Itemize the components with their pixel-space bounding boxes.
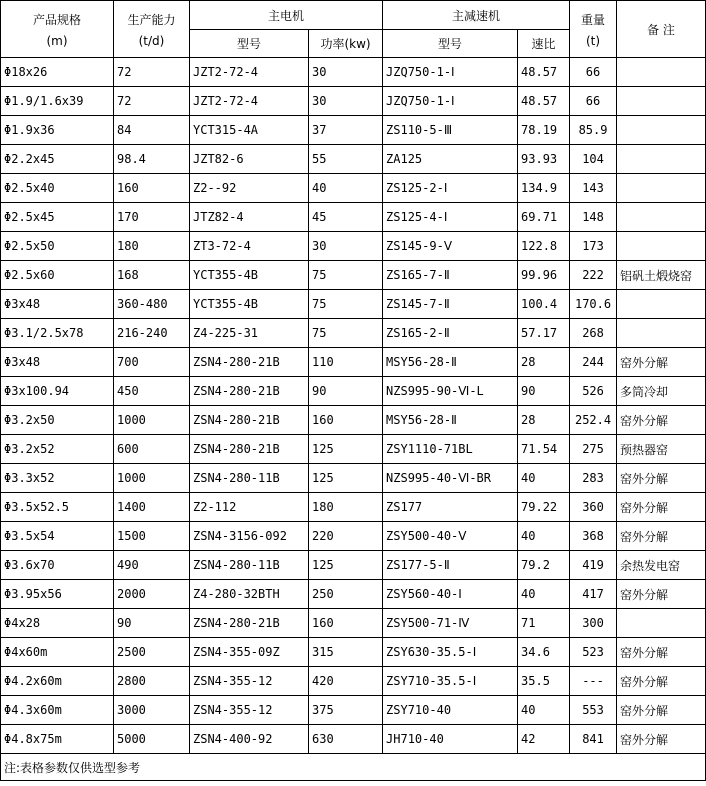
cell-motor-power: 160 (309, 609, 383, 638)
cell-motor-model: Z4-280-32BTH (190, 580, 309, 609)
cell-reducer-model: ZS125-4-Ⅰ (383, 203, 518, 232)
cell-remark: 窑外分解 (617, 638, 706, 667)
cell-spec: Φ2.5x40 (1, 174, 114, 203)
cell-reducer-model: ZA125 (383, 145, 518, 174)
cell-weight: 66 (570, 87, 617, 116)
cell-reducer-ratio: 71.54 (518, 435, 570, 464)
cell-weight: 85.9 (570, 116, 617, 145)
cell-spec: Φ3.6x70 (1, 551, 114, 580)
cell-capacity: 2500 (114, 638, 190, 667)
cell-motor-power: 125 (309, 464, 383, 493)
header-spec-line2: (m) (46, 33, 68, 48)
cell-reducer-model: ZS145-9-Ⅴ (383, 232, 518, 261)
cell-remark: 窑外分解 (617, 522, 706, 551)
cell-reducer-ratio: 99.96 (518, 261, 570, 290)
cell-reducer-model: ZSY500-40-Ⅴ (383, 522, 518, 551)
cell-weight: 368 (570, 522, 617, 551)
cell-weight: 104 (570, 145, 617, 174)
cell-motor-power: 30 (309, 58, 383, 87)
table-row (1, 290, 706, 319)
cell-remark: 窑外分解 (617, 406, 706, 435)
cell-motor-power: 630 (309, 725, 383, 754)
cell-reducer-ratio: 28 (518, 406, 570, 435)
cell-motor-model: Z2-112 (190, 493, 309, 522)
cell-capacity: 1000 (114, 406, 190, 435)
cell-motor-model: ZSN4-280-11B (190, 551, 309, 580)
cell-remark (617, 609, 706, 638)
cell-remark: 铝矾土煅烧窑 (617, 261, 706, 290)
header-capacity (114, 1, 190, 58)
cell-capacity: 360-480 (114, 290, 190, 319)
header-capacity-line2: (t/d) (138, 33, 165, 48)
cell-motor-model: Z2--92 (190, 174, 309, 203)
cell-spec: Φ2.5x60 (1, 261, 114, 290)
cell-spec: Φ3.3x52 (1, 464, 114, 493)
cell-remark (617, 87, 706, 116)
cell-capacity: 1400 (114, 493, 190, 522)
table-row (1, 319, 706, 348)
cell-reducer-ratio: 69.71 (518, 203, 570, 232)
cell-spec: Φ3x48 (1, 290, 114, 319)
cell-remark (617, 58, 706, 87)
cell-reducer-model: ZSY710-35.5-Ⅰ (383, 667, 518, 696)
cell-capacity: 1500 (114, 522, 190, 551)
table-row (1, 580, 706, 609)
cell-capacity: 90 (114, 609, 190, 638)
cell-motor-model: ZSN4-355-12 (190, 696, 309, 725)
cell-capacity: 2800 (114, 667, 190, 696)
cell-motor-model: ZSN4-400-92 (190, 725, 309, 754)
cell-motor-model: ZSN4-355-12 (190, 667, 309, 696)
header-remarks: 备 注 (617, 1, 706, 58)
cell-capacity: 216-240 (114, 319, 190, 348)
cell-remark (617, 319, 706, 348)
cell-spec: Φ2.5x50 (1, 232, 114, 261)
cell-reducer-ratio: 40 (518, 696, 570, 725)
table-row (1, 493, 706, 522)
cell-reducer-model: NZS995-40-Ⅵ-BR (383, 464, 518, 493)
table-row (1, 609, 706, 638)
cell-reducer-model: ZSY500-71-Ⅳ (383, 609, 518, 638)
cell-reducer-model: ZS145-7-Ⅱ (383, 290, 518, 319)
cell-motor-power: 160 (309, 406, 383, 435)
cell-motor-power: 75 (309, 290, 383, 319)
cell-reducer-ratio: 79.22 (518, 493, 570, 522)
table-row (1, 377, 706, 406)
cell-reducer-model: ZS125-2-Ⅰ (383, 174, 518, 203)
table-row (1, 638, 706, 667)
cell-motor-model: YCT315-4A (190, 116, 309, 145)
cell-remark: 窑外分解 (617, 696, 706, 725)
cell-capacity: 72 (114, 87, 190, 116)
table-row (1, 522, 706, 551)
cell-weight: 222 (570, 261, 617, 290)
cell-remark: 窑外分解 (617, 725, 706, 754)
cell-motor-power: 30 (309, 232, 383, 261)
cell-spec: Φ1.9/1.6x39 (1, 87, 114, 116)
cell-reducer-model: JZQ750-1-Ⅰ (383, 87, 518, 116)
cell-motor-model: YCT355-4B (190, 261, 309, 290)
cell-motor-power: 45 (309, 203, 383, 232)
cell-weight: 244 (570, 348, 617, 377)
cell-motor-model: JTZ82-4 (190, 203, 309, 232)
cell-remark (617, 174, 706, 203)
cell-remark: 窑外分解 (617, 493, 706, 522)
cell-weight: 419 (570, 551, 617, 580)
cell-capacity: 5000 (114, 725, 190, 754)
cell-capacity: 600 (114, 435, 190, 464)
cell-motor-power: 220 (309, 522, 383, 551)
cell-spec: Φ1.9x36 (1, 116, 114, 145)
cell-reducer-model: ZSY1110-71BL (383, 435, 518, 464)
cell-motor-power: 375 (309, 696, 383, 725)
cell-motor-power: 125 (309, 551, 383, 580)
cell-weight: 252.4 (570, 406, 617, 435)
cell-weight: 300 (570, 609, 617, 638)
cell-motor-model: ZSN4-280-21B (190, 406, 309, 435)
cell-capacity: 1000 (114, 464, 190, 493)
cell-spec: Φ4x28 (1, 609, 114, 638)
cell-reducer-ratio: 79.2 (518, 551, 570, 580)
cell-spec: Φ2.5x45 (1, 203, 114, 232)
cell-motor-model: YCT355-4B (190, 290, 309, 319)
cell-reducer-model: MSY56-28-Ⅱ (383, 348, 518, 377)
cell-weight: 526 (570, 377, 617, 406)
cell-capacity: 2000 (114, 580, 190, 609)
cell-motor-model: ZSN4-355-09Z (190, 638, 309, 667)
cell-reducer-ratio: 35.5 (518, 667, 570, 696)
cell-motor-model: JZT2-72-4 (190, 87, 309, 116)
cell-weight: --- (570, 667, 617, 696)
cell-reducer-model: ZSY560-40-Ⅰ (383, 580, 518, 609)
header-weight (570, 1, 617, 58)
cell-spec: Φ2.2x45 (1, 145, 114, 174)
table-row (1, 87, 706, 116)
cell-capacity: 700 (114, 348, 190, 377)
cell-motor-model: Z4-225-31 (190, 319, 309, 348)
cell-spec: Φ4.8x75m (1, 725, 114, 754)
cell-capacity: 170 (114, 203, 190, 232)
cell-reducer-model: ZS177 (383, 493, 518, 522)
cell-spec: Φ18x26 (1, 58, 114, 87)
cell-motor-model: ZSN4-280-21B (190, 377, 309, 406)
cell-remark (617, 145, 706, 174)
cell-reducer-ratio: 71 (518, 609, 570, 638)
cell-weight: 360 (570, 493, 617, 522)
cell-weight: 841 (570, 725, 617, 754)
cell-motor-power: 37 (309, 116, 383, 145)
cell-spec: Φ4.2x60m (1, 667, 114, 696)
cell-weight: 417 (570, 580, 617, 609)
cell-weight: 268 (570, 319, 617, 348)
cell-motor-power: 40 (309, 174, 383, 203)
header-row-1 (1, 1, 706, 30)
cell-reducer-model: MSY56-28-Ⅱ (383, 406, 518, 435)
cell-spec: Φ3.95x56 (1, 580, 114, 609)
cell-reducer-model: ZS165-7-Ⅱ (383, 261, 518, 290)
cell-reducer-model: ZSY630-35.5-Ⅰ (383, 638, 518, 667)
cell-capacity: 450 (114, 377, 190, 406)
header-capacity-line1: 生产能力 (127, 12, 176, 27)
cell-reducer-ratio: 40 (518, 580, 570, 609)
table-body (1, 58, 706, 754)
cell-spec: Φ3.1/2.5x78 (1, 319, 114, 348)
cell-reducer-ratio: 40 (518, 464, 570, 493)
table-row (1, 261, 706, 290)
cell-capacity: 98.4 (114, 145, 190, 174)
table-row (1, 435, 706, 464)
cell-motor-power: 75 (309, 319, 383, 348)
cell-weight: 523 (570, 638, 617, 667)
table-row (1, 116, 706, 145)
header-spec-line1: 产品规格 (32, 12, 81, 27)
cell-motor-power: 420 (309, 667, 383, 696)
cell-spec: Φ3.5x54 (1, 522, 114, 551)
header-weight-line1: 重量 (581, 12, 606, 27)
cell-spec: Φ4.3x60m (1, 696, 114, 725)
cell-weight: 170.6 (570, 290, 617, 319)
cell-reducer-ratio: 40 (518, 522, 570, 551)
cell-motor-model: ZSN4-280-21B (190, 435, 309, 464)
cell-reducer-model: JZQ750-1-Ⅰ (383, 58, 518, 87)
cell-weight: 283 (570, 464, 617, 493)
cell-reducer-ratio: 57.17 (518, 319, 570, 348)
cell-reducer-ratio: 93.93 (518, 145, 570, 174)
cell-motor-power: 30 (309, 87, 383, 116)
table-row (1, 145, 706, 174)
header-motor-model: 型号 (190, 30, 309, 58)
table-row (1, 406, 706, 435)
cell-reducer-model: ZSY710-40 (383, 696, 518, 725)
header-main-motor: 主电机 (190, 1, 383, 30)
cell-reducer-ratio: 42 (518, 725, 570, 754)
cell-weight: 66 (570, 58, 617, 87)
table-row (1, 174, 706, 203)
header-reducer-ratio: 速比 (518, 30, 570, 58)
cell-motor-model: ZSN4-280-21B (190, 609, 309, 638)
cell-motor-model: ZSN4-280-21B (190, 348, 309, 377)
table-row (1, 725, 706, 754)
table-row (1, 348, 706, 377)
cell-remark: 预热器窑 (617, 435, 706, 464)
cell-capacity: 490 (114, 551, 190, 580)
table-row (1, 203, 706, 232)
cell-spec: Φ4x60m (1, 638, 114, 667)
cell-remark: 窑外分解 (617, 464, 706, 493)
cell-reducer-ratio: 34.6 (518, 638, 570, 667)
cell-remark: 窑外分解 (617, 348, 706, 377)
cell-remark (617, 203, 706, 232)
cell-motor-power: 110 (309, 348, 383, 377)
cell-reducer-model: ZS110-5-Ⅲ (383, 116, 518, 145)
cell-motor-model: ZSN4-3156-092 (190, 522, 309, 551)
cell-weight: 148 (570, 203, 617, 232)
cell-reducer-ratio: 122.8 (518, 232, 570, 261)
cell-capacity: 180 (114, 232, 190, 261)
cell-spec: Φ3.2x52 (1, 435, 114, 464)
cell-motor-model: ZSN4-280-11B (190, 464, 309, 493)
cell-spec: Φ3.5x52.5 (1, 493, 114, 522)
cell-reducer-model: JH710-40 (383, 725, 518, 754)
cell-motor-power: 125 (309, 435, 383, 464)
cell-remark (617, 232, 706, 261)
cell-reducer-model: ZS177-5-Ⅱ (383, 551, 518, 580)
cell-spec: Φ3x48 (1, 348, 114, 377)
table-row (1, 667, 706, 696)
cell-reducer-ratio: 134.9 (518, 174, 570, 203)
cell-reducer-model: NZS995-90-Ⅵ-L (383, 377, 518, 406)
cell-capacity: 168 (114, 261, 190, 290)
cell-capacity: 3000 (114, 696, 190, 725)
table-row (1, 232, 706, 261)
header-reducer-model: 型号 (383, 30, 518, 58)
cell-capacity: 160 (114, 174, 190, 203)
cell-reducer-ratio: 28 (518, 348, 570, 377)
cell-weight: 553 (570, 696, 617, 725)
cell-motor-power: 90 (309, 377, 383, 406)
cell-weight: 143 (570, 174, 617, 203)
cell-remark (617, 290, 706, 319)
cell-reducer-model: ZS165-2-Ⅱ (383, 319, 518, 348)
cell-reducer-ratio: 48.57 (518, 87, 570, 116)
table-row (1, 58, 706, 87)
cell-remark: 多筒冷却 (617, 377, 706, 406)
table-row (1, 464, 706, 493)
cell-motor-power: 250 (309, 580, 383, 609)
cell-capacity: 72 (114, 58, 190, 87)
cell-reducer-ratio: 78.19 (518, 116, 570, 145)
cell-reducer-ratio: 90 (518, 377, 570, 406)
header-weight-line2: (t) (585, 33, 601, 48)
cell-motor-model: JZT2-72-4 (190, 58, 309, 87)
cell-spec: Φ3x100.94 (1, 377, 114, 406)
cell-motor-power: 315 (309, 638, 383, 667)
footer-note: 注:表格参数仅供选型参考 (1, 754, 706, 781)
table-row (1, 551, 706, 580)
cell-motor-model: ZT3-72-4 (190, 232, 309, 261)
footer-row (1, 754, 706, 781)
cell-motor-power: 55 (309, 145, 383, 174)
header-spec (1, 1, 114, 58)
table-row (1, 696, 706, 725)
cell-weight: 173 (570, 232, 617, 261)
cell-motor-power: 75 (309, 261, 383, 290)
header-main-reducer: 主减速机 (383, 1, 570, 30)
cell-motor-power: 180 (309, 493, 383, 522)
cell-weight: 275 (570, 435, 617, 464)
cell-remark (617, 116, 706, 145)
header-motor-power: 功率(kw) (309, 30, 383, 58)
cell-reducer-ratio: 100.4 (518, 290, 570, 319)
cell-motor-model: JZT82-6 (190, 145, 309, 174)
cell-remark: 窑外分解 (617, 580, 706, 609)
cell-spec: Φ3.2x50 (1, 406, 114, 435)
cell-reducer-ratio: 48.57 (518, 58, 570, 87)
cell-remark: 窑外分解 (617, 667, 706, 696)
cell-capacity: 84 (114, 116, 190, 145)
cell-remark: 余热发电窑 (617, 551, 706, 580)
